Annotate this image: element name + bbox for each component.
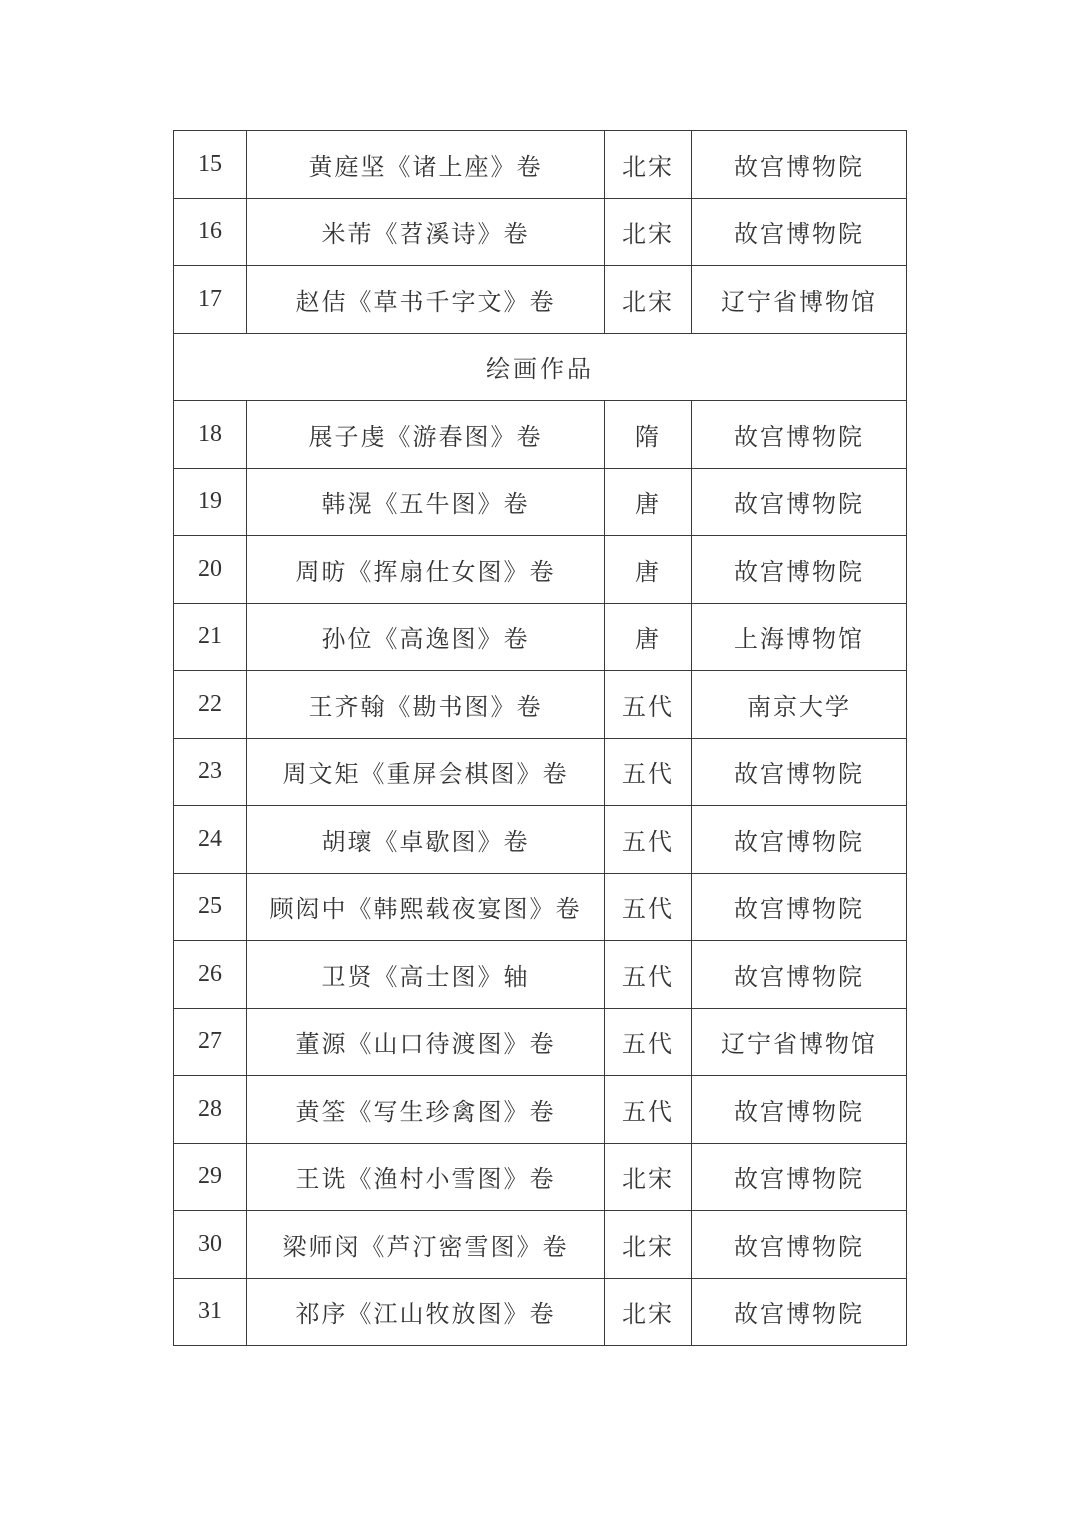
artwork-era: 北宋	[605, 1143, 692, 1211]
artwork-era: 北宋	[605, 131, 692, 199]
calligraphy-rows	[174, 131, 907, 334]
artwork-era: 五代	[605, 671, 692, 739]
row-number: 17	[174, 266, 247, 334]
row-number: 30	[174, 1211, 247, 1279]
artwork-title: 王诜《渔村小雪图》卷	[247, 1143, 605, 1211]
artwork-collection: 南京大学	[692, 671, 907, 739]
artwork-era: 五代	[605, 806, 692, 874]
artwork-title: 赵佶《草书千字文》卷	[247, 266, 605, 334]
artwork-era: 唐	[605, 468, 692, 536]
row-number: 20	[174, 536, 247, 604]
artwork-collection: 故宫博物院	[692, 873, 907, 941]
relics-table	[173, 130, 907, 1346]
artwork-title: 黄筌《写生珍禽图》卷	[247, 1076, 605, 1144]
row-number: 19	[174, 468, 247, 536]
row-number: 26	[174, 941, 247, 1009]
row-number: 18	[174, 401, 247, 469]
table-row	[174, 266, 907, 334]
artwork-title: 王齐翰《勘书图》卷	[247, 671, 605, 739]
row-number: 27	[174, 1008, 247, 1076]
artwork-collection: 故宫博物院	[692, 806, 907, 874]
table-row	[174, 1278, 907, 1346]
row-number: 29	[174, 1143, 247, 1211]
table-row	[174, 131, 907, 199]
artwork-title: 展子虔《游春图》卷	[247, 401, 605, 469]
artwork-era: 北宋	[605, 1278, 692, 1346]
artwork-era: 隋	[605, 401, 692, 469]
artwork-collection: 故宫博物院	[692, 1211, 907, 1279]
section-heading: 绘画作品	[174, 333, 907, 401]
row-number: 25	[174, 873, 247, 941]
table-row	[174, 1076, 907, 1144]
artwork-title: 胡瓌《卓歇图》卷	[247, 806, 605, 874]
row-number: 24	[174, 806, 247, 874]
artwork-era: 北宋	[605, 266, 692, 334]
artwork-era: 五代	[605, 1008, 692, 1076]
artwork-era: 五代	[605, 1076, 692, 1144]
artwork-collection: 故宫博物院	[692, 536, 907, 604]
table-row	[174, 941, 907, 1009]
artwork-era: 五代	[605, 941, 692, 1009]
artwork-title: 梁师闵《芦汀密雪图》卷	[247, 1211, 605, 1279]
painting-section	[174, 333, 907, 401]
table-row	[174, 198, 907, 266]
artwork-title: 黄庭坚《诸上座》卷	[247, 131, 605, 199]
table-row	[174, 873, 907, 941]
table-row	[174, 1211, 907, 1279]
row-number: 21	[174, 603, 247, 671]
artwork-collection: 故宫博物院	[692, 941, 907, 1009]
artwork-title: 韩滉《五牛图》卷	[247, 468, 605, 536]
painting-rows	[174, 401, 907, 1346]
table-row	[174, 738, 907, 806]
row-number: 28	[174, 1076, 247, 1144]
artwork-title: 董源《山口待渡图》卷	[247, 1008, 605, 1076]
artwork-era: 唐	[605, 603, 692, 671]
table-row	[174, 536, 907, 604]
artwork-collection: 辽宁省博物馆	[692, 1008, 907, 1076]
artwork-era: 北宋	[605, 198, 692, 266]
artwork-title: 周昉《挥扇仕女图》卷	[247, 536, 605, 604]
artwork-title: 孙位《高逸图》卷	[247, 603, 605, 671]
artwork-collection: 故宫博物院	[692, 401, 907, 469]
artwork-era: 五代	[605, 873, 692, 941]
row-number: 23	[174, 738, 247, 806]
artwork-collection: 故宫博物院	[692, 738, 907, 806]
table-row	[174, 806, 907, 874]
artwork-collection: 故宫博物院	[692, 1278, 907, 1346]
artwork-title: 卫贤《高士图》轴	[247, 941, 605, 1009]
artwork-title: 米芾《苕溪诗》卷	[247, 198, 605, 266]
row-number: 31	[174, 1278, 247, 1346]
artwork-collection: 故宫博物院	[692, 131, 907, 199]
artwork-collection: 辽宁省博物馆	[692, 266, 907, 334]
artwork-collection: 故宫博物院	[692, 1076, 907, 1144]
row-number: 16	[174, 198, 247, 266]
artwork-collection: 故宫博物院	[692, 198, 907, 266]
table-row	[174, 671, 907, 739]
artwork-era: 北宋	[605, 1211, 692, 1279]
row-number: 15	[174, 131, 247, 199]
table-row	[174, 401, 907, 469]
section-heading-row	[174, 333, 907, 401]
table-row	[174, 603, 907, 671]
artwork-era: 五代	[605, 738, 692, 806]
artwork-collection: 故宫博物院	[692, 468, 907, 536]
artwork-title: 周文矩《重屏会棋图》卷	[247, 738, 605, 806]
artwork-title: 祁序《江山牧放图》卷	[247, 1278, 605, 1346]
artwork-collection: 上海博物馆	[692, 603, 907, 671]
artwork-collection: 故宫博物院	[692, 1143, 907, 1211]
table-row	[174, 1008, 907, 1076]
artwork-title: 顾闳中《韩熙载夜宴图》卷	[247, 873, 605, 941]
row-number: 22	[174, 671, 247, 739]
table-row	[174, 468, 907, 536]
artwork-era: 唐	[605, 536, 692, 604]
table-row	[174, 1143, 907, 1211]
